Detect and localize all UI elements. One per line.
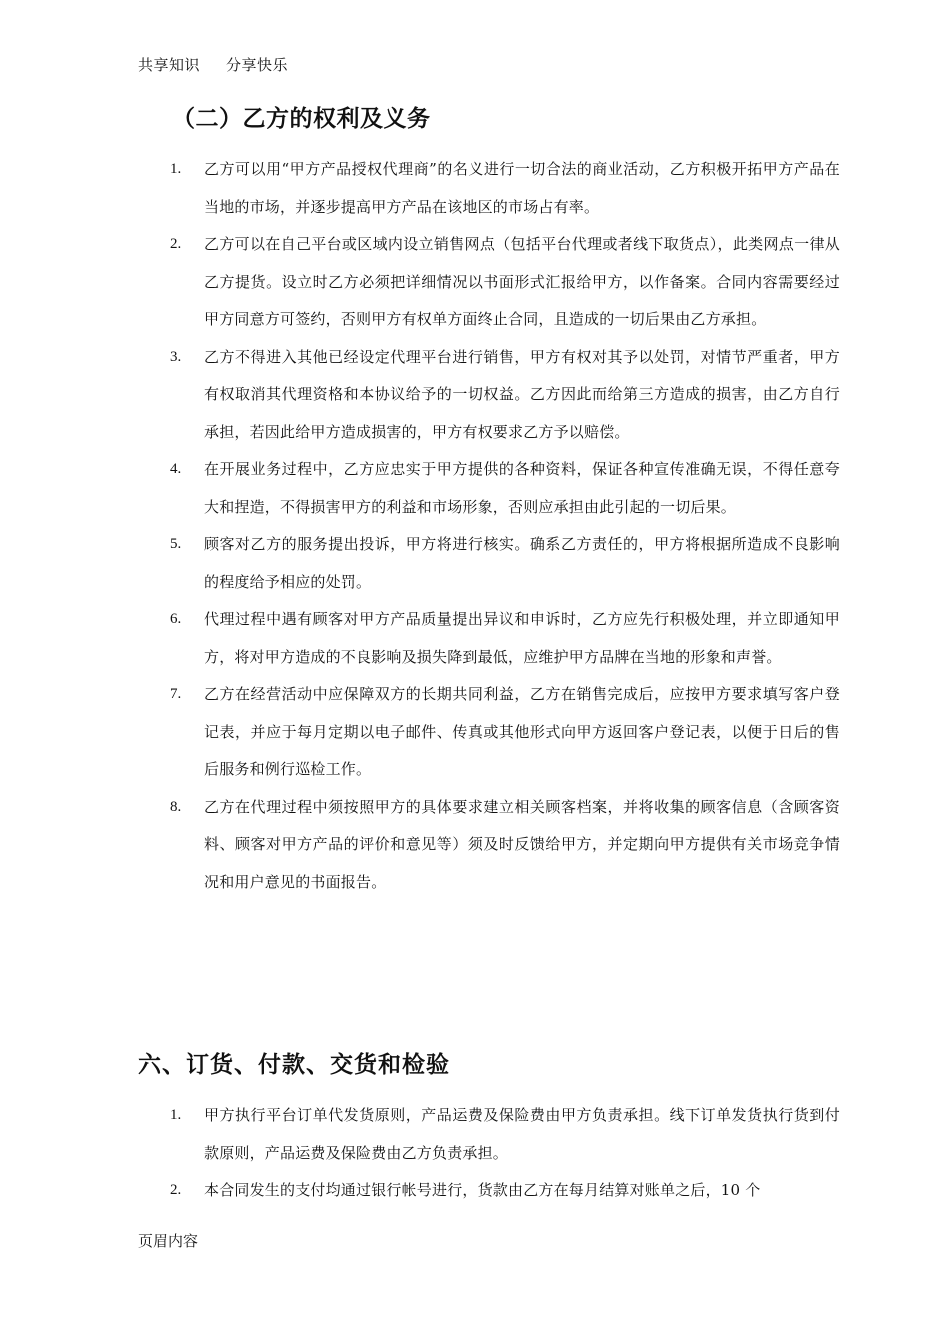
list-item bbox=[0, 1097, 950, 1172]
list-item bbox=[0, 601, 950, 676]
item-number: 5. bbox=[170, 536, 182, 552]
list-item bbox=[0, 226, 950, 339]
item-number: 8. bbox=[170, 798, 182, 815]
item-number: 1. bbox=[170, 161, 182, 177]
list-item bbox=[0, 676, 950, 789]
item-number: 2. bbox=[170, 236, 182, 252]
list-item bbox=[0, 339, 950, 452]
item-text: 本合同发生的支付均通过银行帐号进行，货款由乙方在每月结算对账单之后，10 个 bbox=[204, 1181, 761, 1199]
item-text: 在开展业务过程中，乙方应忠实于甲方提供的各种资料，保证各种宣传准确无误，不得任意夸大和捏造，不得损害甲方的利益和市场形象，否则应承担由此引起的一切后果。 bbox=[204, 460, 840, 516]
list-item bbox=[0, 151, 950, 226]
header-right-text: 分享快乐 bbox=[226, 56, 289, 74]
header-left-text: 共享知识 bbox=[138, 56, 201, 74]
item-number: 6. bbox=[170, 611, 182, 627]
section-heading-ordering: 六、订货、付款、交货和检验 bbox=[138, 1052, 450, 1078]
item-text: 甲方执行平台订单代发货原则，产品运费及保险费由甲方负责承担。线下订单发货执行货到付款原则，产品运费及保险费由乙方负责承担。 bbox=[204, 1106, 840, 1162]
item-number: 1. bbox=[170, 1107, 182, 1123]
item-number: 3. bbox=[170, 348, 182, 365]
item-text: 乙方可以在自己平台或区域内设立销售网点（包括平台代理或者线下取货点），此类网点一律从乙方提货。设立时乙方必须把详细情况以书面形式汇报给甲方，以作备案。合同内容需要经过甲方同意方可签约，否则甲方有权单方面终止合同，且造成的一切后果由乙方承担。 bbox=[204, 235, 840, 328]
list-item bbox=[0, 789, 950, 902]
item-text: 乙方不得进入其他已经设定代理平台进行销售，甲方有权对其予以处罚，对情节严重者，甲方有权取消其代理资格和本协议给予的一切权益。乙方因此而给第三方造成的损害，由乙方自行承担，若因此给甲方造成损害的，甲方有权要求乙方予以赔偿。 bbox=[204, 347, 840, 441]
item-text: 乙方在代理过程中须按照甲方的具体要求建立相关顾客档案，并将收集的顾客信息（含顾客资料、顾客对甲方产品的评价和意见等）须及时反馈给甲方，并定期向甲方提供有关市场竞争情况和用户意见的书面报告。 bbox=[204, 797, 840, 891]
list-item bbox=[0, 1172, 950, 1210]
item-text: 顾客对乙方的服务提出投诉，甲方将进行核实。确系乙方责任的，甲方将根据所造成不良影响的程度给予相应的处罚。 bbox=[204, 535, 840, 591]
ordering-list bbox=[0, 1097, 950, 1210]
section-subheading-party-b: （二）乙方的权利及义务 bbox=[172, 106, 431, 132]
page-footer: 页眉内容 bbox=[138, 1232, 199, 1250]
list-item bbox=[0, 526, 950, 601]
item-number: 2. bbox=[170, 1182, 182, 1198]
item-number: 4. bbox=[170, 461, 182, 477]
item-text: 代理过程中遇有顾客对甲方产品质量提出异议和申诉时，乙方应先行积极处理，并立即通知甲方，将对甲方造成的不良影响及损失降到最低，应维护甲方品牌在当地的形象和声誉。 bbox=[204, 610, 840, 666]
item-number: 7. bbox=[170, 686, 182, 702]
party-b-rights-list bbox=[0, 151, 950, 901]
item-text: 乙方可以用“甲方产品授权代理商”的名义进行一切合法的商业活动，乙方积极开拓甲方产品在当地的市场，并逐步提高甲方产品在该地区的市场占有率。 bbox=[204, 160, 840, 216]
list-item bbox=[0, 451, 950, 526]
item-text: 乙方在经营活动中应保障双方的长期共同利益，乙方在销售完成后，应按甲方要求填写客户登记表，并应于每月定期以电子邮件、传真或其他形式向甲方返回客户登记表，以便于日后的售后服务和例行巡检工作。 bbox=[204, 685, 840, 778]
page-header bbox=[138, 54, 288, 75]
